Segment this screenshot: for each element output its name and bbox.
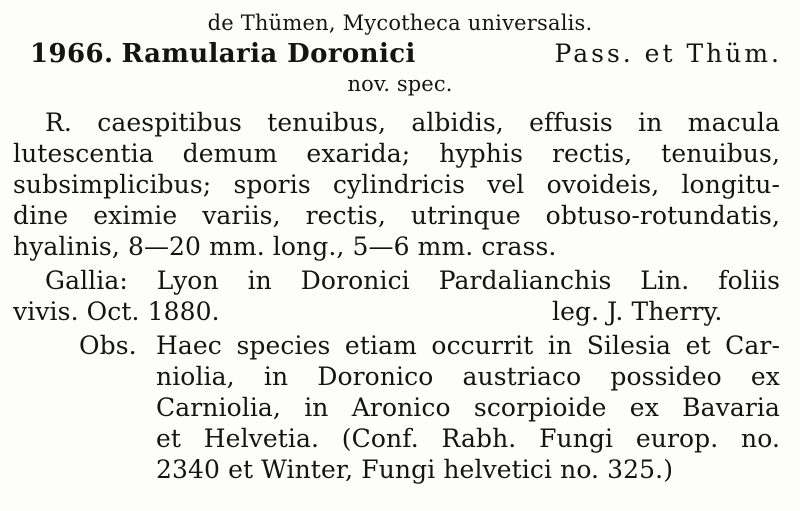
collector: leg. J. Therry.	[552, 297, 723, 326]
description-line	[13, 201, 780, 231]
description-text: lutescentia demum exarida; hyphis rectis, tenuibus,	[13, 139, 780, 168]
description-text: dine eximie variis, rectis, utrinque obtuso-rotundatis,	[13, 201, 780, 230]
description-text: subsimplicibus; sporis cylindricis vel ovoideis, longitu-	[13, 170, 780, 199]
obs-line	[156, 362, 780, 392]
description-line	[45, 108, 780, 138]
description-text: R. caespitibus tenuibus, albidis, effusis in macula	[45, 108, 780, 137]
species-author: Pass. et Thüm.	[554, 39, 782, 68]
page-header: de Thümen, Mycotheca universalis.	[207, 11, 593, 35]
species-title	[30, 39, 782, 69]
obs-line	[156, 424, 780, 454]
obs-line	[156, 393, 780, 423]
locality-line	[45, 266, 780, 296]
locality-text: Gallia: Lyon in Doronici Pardalianchis Lin. foliis	[45, 266, 780, 295]
species-status: nov. spec.	[347, 72, 453, 96]
description-line	[13, 139, 780, 169]
obs-text: niolia, in Doronico austriaco possideo ex	[156, 362, 780, 391]
description-line	[13, 232, 556, 262]
obs-line	[156, 331, 780, 361]
obs-text: et Helvetia. (Conf. Rabh. Fungi europ. no.	[156, 424, 780, 453]
exsiccata-number: 1966.	[30, 39, 114, 69]
title-left	[30, 39, 416, 69]
obs-text: Carniolia, in Aronico scorpioide ex Bavaria	[156, 393, 780, 422]
description-text: hyalinis, 8—20 mm. long., 5—6 mm. crass.	[13, 232, 557, 261]
obs-label: Obs.	[79, 331, 137, 360]
obs-text: 2340 et Winter, Fungi helvetici no. 325.)	[156, 455, 674, 484]
obs-line	[156, 455, 673, 485]
locality-date: vivis. Oct. 1880.	[13, 297, 220, 326]
obs-text: Haec species etiam occurrit in Silesia et Car-	[156, 331, 780, 360]
species-name: Ramularia Doronici	[121, 39, 416, 69]
description-line	[13, 170, 780, 200]
